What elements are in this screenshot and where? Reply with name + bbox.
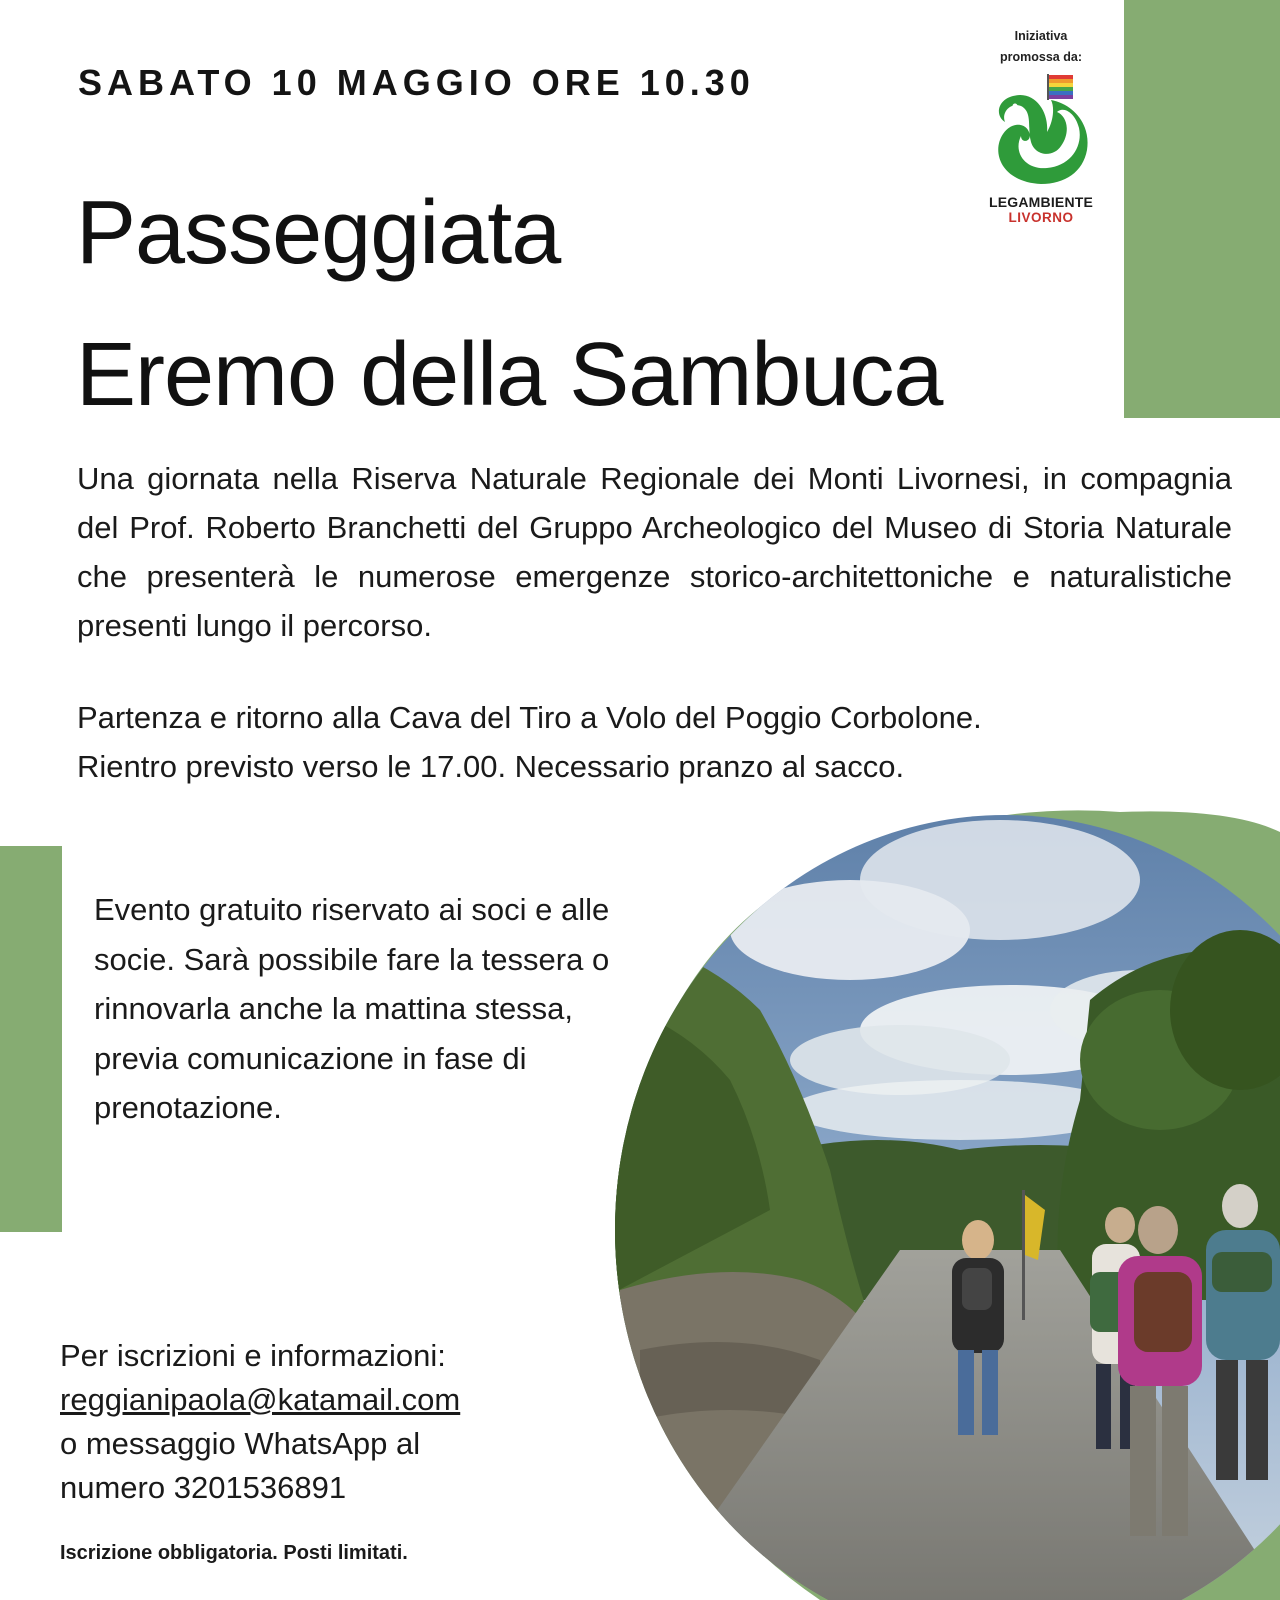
logo-city: LIVORNO <box>1008 210 1074 225</box>
intro-paragraph: Una giornata nella Riserva Naturale Regionale dei Monti Livornesi, in compagnia del Prof. Roberto Branchetti del Gruppo Archeologico del Museo di Storia Naturale che presenterà le numerose emergenze storico-architettoniche e naturalistiche presenti lungo il percorso. <box>77 461 1232 643</box>
registration-note: Iscrizione obbligatoria. Posti limitati. <box>60 1542 408 1564</box>
event-date-time: SABATO 10 MAGGIO ORE 10.30 <box>78 62 755 103</box>
logistics-info <box>77 693 1237 791</box>
title-line-1: Passeggiata <box>76 183 561 283</box>
page-title <box>76 162 942 446</box>
whatsapp-line-1: o messaggio WhatsApp al <box>60 1426 421 1461</box>
membership-info: Evento gratuito riservato ai soci e alle socie. Sarà possibile fare la tessera o rinnovarla anche la mattina stessa, previa comunicazione in fase di prenotazione. <box>94 892 610 1125</box>
title-line-2: Eremo della Sambuca <box>76 325 943 425</box>
contact-heading: Per iscrizioni e informazioni: <box>60 1338 446 1373</box>
logo-caption-line-2: promossa da: <box>1000 50 1082 64</box>
departure-info: Partenza e ritorno alla Cava del Tiro a Volo del Poggio Corbolone. <box>77 700 982 735</box>
legambiente-logo <box>976 26 1106 225</box>
logo-caption-line-1: Iniziativa <box>1014 29 1068 43</box>
whatsapp-line-2: numero 3201536891 <box>60 1470 347 1505</box>
contact-email-link[interactable]: reggianipaola@katamail.com <box>60 1382 461 1417</box>
return-info: Rientro previsto verso le 17.00. Necessario pranzo al sacco. <box>77 749 905 784</box>
swan-logo-icon <box>991 72 1091 192</box>
logo-name: LEGAMBIENTE <box>988 194 1094 210</box>
contact-block <box>60 1334 620 1510</box>
